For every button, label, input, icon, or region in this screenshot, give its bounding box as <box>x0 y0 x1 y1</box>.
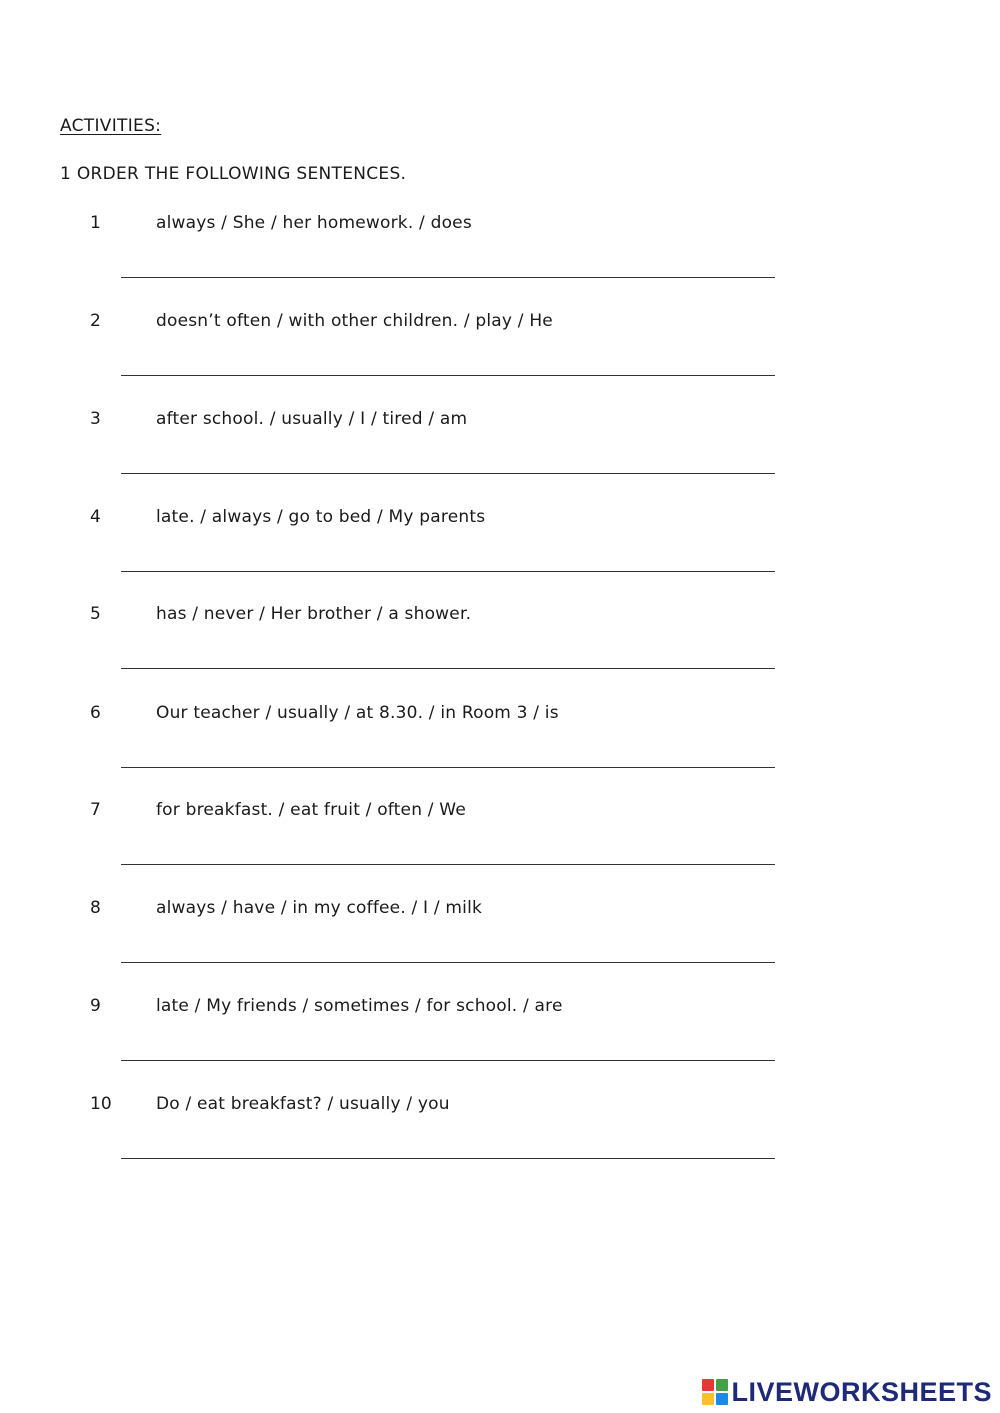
answer-line[interactable] <box>121 571 775 572</box>
item-number: 5 <box>90 604 101 624</box>
brand-name: LIVEWORKSHEETS <box>731 1377 992 1407</box>
answer-line[interactable] <box>121 668 775 669</box>
item-prompt: Do / eat breakfast? / usually / you <box>156 1094 450 1114</box>
exercise-item <box>0 506 1000 604</box>
item-number: 3 <box>90 409 101 429</box>
item-prompt: always / She / her homework. / does <box>156 213 472 233</box>
item-number: 1 <box>90 213 101 233</box>
item-prompt: for breakfast. / eat fruit / often / We <box>156 800 466 820</box>
answer-line[interactable] <box>121 375 775 376</box>
item-number: 9 <box>90 996 101 1016</box>
instruction: 1 ORDER THE FOLLOWING SENTENCES. <box>60 164 407 184</box>
exercise-item <box>0 799 1000 897</box>
logo-square <box>716 1393 728 1405</box>
logo-square <box>702 1393 714 1405</box>
exercise-item <box>0 897 1000 995</box>
answer-line[interactable] <box>121 1060 775 1061</box>
page-title: ACTIVITIES: <box>60 116 162 136</box>
item-number: 10 <box>90 1094 112 1114</box>
exercise-item <box>0 212 1000 310</box>
answer-line[interactable] <box>121 864 775 865</box>
exercise-item <box>0 995 1000 1093</box>
exercise-item <box>0 310 1000 408</box>
answer-line[interactable] <box>121 767 775 768</box>
item-number: 6 <box>90 703 101 723</box>
item-number: 7 <box>90 800 101 820</box>
item-prompt: doesn’t often / with other children. / play / He <box>156 311 553 331</box>
item-prompt: late. / always / go to bed / My parents <box>156 507 486 527</box>
exercise-item <box>0 1093 1000 1191</box>
answer-line[interactable] <box>121 962 775 963</box>
brand-logo-icon <box>702 1379 728 1405</box>
item-prompt: always / have / in my coffee. / I / milk <box>156 898 483 918</box>
item-number: 4 <box>90 507 101 527</box>
answer-line[interactable] <box>121 277 775 278</box>
item-prompt: Our teacher / usually / at 8.30. / in Room 3 / is <box>156 703 559 723</box>
brand-watermark <box>702 1379 992 1405</box>
item-prompt: has / never / Her brother / a shower. <box>156 604 472 624</box>
logo-square <box>716 1379 728 1391</box>
answer-line[interactable] <box>121 1158 775 1159</box>
logo-square <box>702 1379 714 1391</box>
answer-line[interactable] <box>121 473 775 474</box>
item-prompt: late / My friends / sometimes / for school. / are <box>156 996 563 1016</box>
item-number: 2 <box>90 311 101 331</box>
item-prompt: after school. / usually / I / tired / am <box>156 409 468 429</box>
exercise-item <box>0 408 1000 506</box>
exercise-item <box>0 603 1000 701</box>
item-number: 8 <box>90 898 101 918</box>
exercise-item <box>0 702 1000 800</box>
